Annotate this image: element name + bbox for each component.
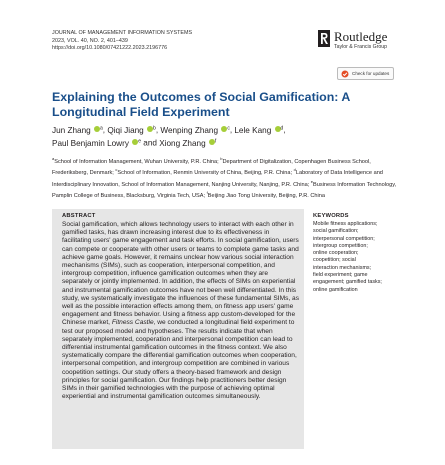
author-name-text: Qiqi Jiang: [107, 125, 144, 135]
journal-doi[interactable]: https://doi.org/10.1080/07421222.2023.2196776: [52, 45, 168, 52]
app-name: Fitness Castle: [111, 319, 154, 327]
affiliation-text: Laboratory of Data Intelligence and Interdisciplinary Innovation, School of Information Management, Nanjing University, Nanjing, P.R. China;: [52, 170, 383, 188]
publisher-subtitle: Taylor & Francis Group: [334, 44, 388, 50]
author-name[interactable]: [52, 126, 103, 135]
affiliation-text: Beijing Jiao Tong University, Beijing, P.R. China: [207, 192, 325, 199]
keyword-item: social gamification;: [313, 228, 359, 235]
keyword-item: field experiment; game: [313, 272, 368, 279]
affiliation-key: a: [52, 156, 55, 161]
affiliations: [52, 155, 402, 200]
keyword-item: coopetition; social: [313, 257, 356, 264]
keywords-heading: KEYWORDS: [313, 213, 349, 219]
abstract-text-part2: , we conducted a longitudinal field experiment to test our proposed model and hypotheses. The results indicate that when separately implemented, cooperation and interpersonal competition can lead to differential instrumental gamification outcomes in the fitness context. We also systematically compare the differential gamification outcomes when cooperation, interpersonal competition, and intergroup competition are combined in various coopetition settings. Our study offers a theory-based framework and design principles for social gamification. Our findings help practitioners better design SIMs in their gamified technologies with the purpose of achieving optimal experiential and instrumental gamification outcomes simultaneously.: [62, 319, 297, 401]
author-name[interactable]: [107, 126, 155, 135]
keyword-item: interaction mechanisms;: [313, 264, 372, 271]
affiliation-text: Department of Digitalization, Copenhagen Business School, Frederiksberg, Denmark;: [52, 158, 371, 177]
author-list: Jun Zhang $^a$, Qiqi Jiang $^b$, Wenping Zhang $^c$, Lele Kang $^d$, Paul Benjamin Lowry $^e$ and Xiong Zhang $^f$: [52, 125, 286, 149]
affiliation-text: School of Information Management, Wuhan University, P.R. China;: [54, 158, 221, 165]
routledge-logo-icon: [318, 30, 330, 47]
article-title: Explaining the Outcomes of Social Gamification: A Longitudinal Field Experiment: [52, 90, 350, 119]
author-name-text: Jun Zhang: [52, 125, 91, 135]
abstract-heading: ABSTRACT: [62, 213, 96, 219]
affiliation-marker: d: [280, 125, 284, 131]
affiliation-marker: e: [138, 138, 141, 145]
affiliation-text: Business Information Technology, Pamplin College of Business, Blacksburg, Virginia Tech, USA;: [52, 181, 397, 199]
author-name[interactable]: [159, 139, 216, 148]
keyword-item: online gamification: [313, 286, 358, 293]
affiliation-marker: a: [99, 125, 103, 131]
author-name-text: Paul Benjamin Lowry: [52, 139, 129, 149]
publisher-name: Routledge: [334, 29, 388, 44]
abstract-text: [62, 221, 300, 401]
journal-info: [52, 30, 192, 53]
keywords-list: [313, 221, 408, 294]
affiliation-marker: f: [214, 138, 217, 145]
affiliation-key: c: [115, 167, 118, 173]
check-updates-label: Check for updates: [352, 71, 390, 76]
affiliation-key: b: [220, 156, 223, 161]
author-name-text: Wenping Zhang: [160, 125, 219, 135]
publisher-block: [318, 30, 387, 50]
check-updates-icon: [341, 70, 349, 78]
author-name-text: Xiong Zhang: [159, 139, 206, 149]
keyword-item: interpersonal competition;: [313, 235, 375, 242]
journal-name: JOURNAL OF MANAGEMENT INFORMATION SYSTEMS: [52, 30, 193, 36]
keyword-item: engagement; gamified tasks;: [313, 279, 382, 286]
affiliation-text: School of Information, Renmin University of China, Beijing, P.R. China;: [117, 170, 294, 177]
keyword-item: Mobile fitness applications;: [313, 221, 378, 227]
keyword-item: online cooperation;: [313, 250, 359, 257]
affiliation-marker: b: [153, 125, 156, 131]
keyword-item: intergroup competition;: [313, 242, 368, 249]
journal-volume: 2023, VOL. 40, NO. 2, 401–439: [52, 37, 128, 44]
affiliation-key: e: [310, 178, 314, 184]
affiliation-key: f: [206, 189, 208, 195]
affiliation-marker: c: [227, 125, 230, 131]
author-name[interactable]: [234, 126, 283, 135]
keywords-panel: [313, 209, 408, 294]
author-name-text: Lele Kang: [234, 125, 272, 135]
author-name[interactable]: [160, 126, 229, 135]
affiliation-key: d: [293, 167, 296, 173]
author-name[interactable]: [52, 139, 141, 148]
abstract-text-part1: Social gamification, which allows technology users to interact with each other in gamified tasks, has drawn increasing interest due to its effectiveness in facilitating users' game engagement and task efforts. In social gamification, users can compete or cooperate with other users or teams to complete game tasks and achieve game goals. However, it remains unclear how various social interaction mechanisms (SIMs), such as cooperation, interpersonal competition, and intergroup competition, influence gamification outcomes when they are separately or jointly implemented. In addition, the effects of SIMs on experiential and instrumental gamification outcomes have not been well differentiated. In this study, we systematically investigate the influences of these fundamental SIMs, as well as the possible interaction effects among them, on fitness app users' game engagement and fitness behavior. Using a fitness app custom-developed for the Chinese market,: [62, 221, 300, 327]
check-updates-button[interactable]: [337, 67, 394, 80]
